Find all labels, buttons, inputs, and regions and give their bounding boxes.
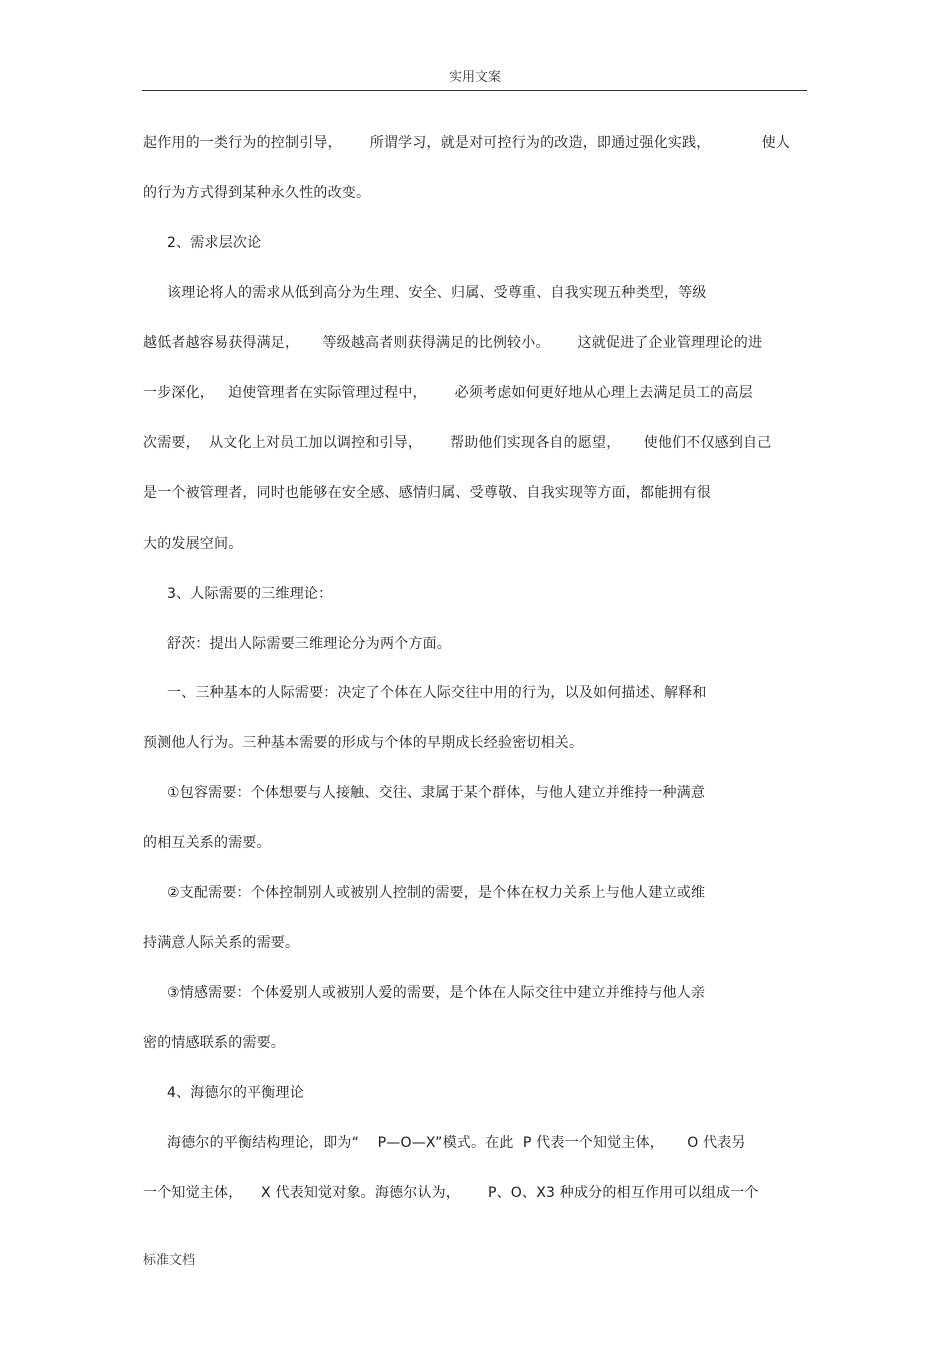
page-footer: 标准文档	[143, 1253, 196, 1268]
section-heading: 3、人际需要的三维理论：	[167, 586, 333, 602]
header-divider	[142, 90, 807, 91]
body-line: 舒茨：提出人际需要三维理论分为两个方面。	[167, 636, 451, 652]
body-line: 该理论将人的需求从低到高分为生理、安全、归属、受尊重、自我实现五种类型，等级	[167, 285, 707, 301]
body-line: 海德尔的平衡结构理论，即为“ P—O—X”模式。在此 P 代表一个知觉主体， O 代表另	[167, 1135, 746, 1151]
page-header: 实用文案	[448, 70, 501, 85]
body-line: 一、三种基本的人际需要：决定了个体在人际交往中用的行为，以及如何描述、解释和	[167, 685, 707, 701]
body-line: 次需要， 从文化上对员工加以调控和引导， 帮助他们实现各自的愿望， 使他们不仅感到自己	[143, 435, 772, 451]
body-line: 持满意人际关系的需要。	[143, 935, 300, 951]
body-line: ①包容需要：个体想要与人接触、交往、隶属于某个群体，与他人建立并维持一种满意	[167, 785, 706, 801]
body-line: 越低者越容易获得满足， 等级越高者则获得满足的比例较小。 这就促进了企业管理理论的进	[143, 335, 763, 351]
body-line: 大的发展空间。	[143, 536, 243, 552]
body-line: 的行为方式得到某种永久性的改变。	[143, 185, 371, 201]
section-heading: 4、海德尔的平衡理论	[167, 1085, 304, 1101]
body-line: 一步深化， 迫使管理者在实际管理过程中， 必须考虑如何更好地从心理上去满足员工的高层	[143, 385, 753, 401]
body-line: 是一个被管理者，同时也能够在安全感、感情归属、受尊敬、自我实现等方面，都能拥有很	[143, 485, 711, 501]
body-line: ③情感需要：个体爱别人或被别人爱的需要，是个体在人际交往中建立并维持与他人亲	[167, 985, 706, 1001]
body-line: 密的情感联系的需要。	[143, 1035, 285, 1051]
body-line: 的相互关系的需要。	[143, 835, 271, 851]
body-line: 一个知觉主体， X 代表知觉对象。海德尔认为， P、O、X3 种成分的相互作用可以组成一个	[143, 1185, 759, 1201]
body-line: 起作用的一类行为的控制引导， 所谓学习，就是对可控行为的改造，即通过强化实践， 使人	[143, 135, 791, 151]
body-line: ②支配需要：个体控制别人或被别人控制的需要，是个体在权力关系上与他人建立或维	[167, 885, 706, 901]
body-line: 预测他人行为。三种基本需要的形成与个体的早期成长经验密切相关。	[143, 735, 584, 751]
section-heading: 2、需求层次论	[167, 235, 262, 251]
